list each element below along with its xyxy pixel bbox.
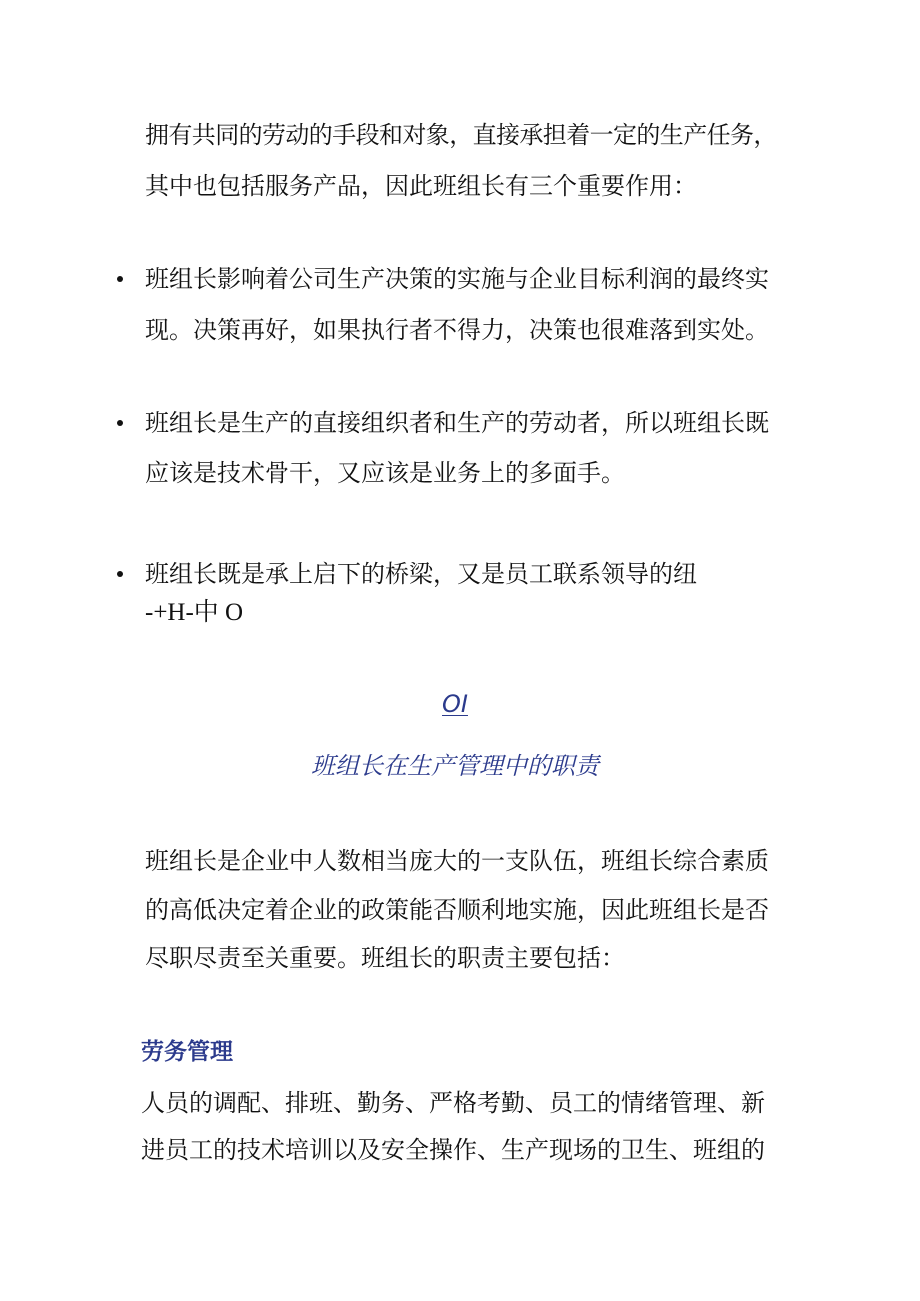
- bullet-1-line-2: 现。决策再好，如果执行者不得力，决策也很难落到实处。: [145, 316, 769, 344]
- bullet-3-line-1: 班组长既是承上启下的桥梁，又是员工联系领导的纽: [145, 560, 697, 588]
- intro-line-2: 其中也包括服务产品，因此班组长有三个重要作用：: [145, 172, 697, 200]
- subsection-line-2: 进员工的技术培训以及安全操作、生产现场的卫生、班组的: [141, 1136, 765, 1164]
- subsection-heading: 劳务管理: [141, 1039, 233, 1065]
- bullet-dot-1: [117, 276, 123, 282]
- bullet-dot-2: [117, 420, 123, 426]
- body-line-2: 的高低决定着企业的政策能否顺利地实施，因此班组长是否: [145, 896, 769, 924]
- intro-line-1: 拥有共同的劳动的手段和对象，直接承担着一定的生产任务，: [145, 121, 777, 149]
- bullet-2-line-2: 应该是技术骨干，又应该是业务上的多面手。: [145, 459, 625, 487]
- section-title[interactable]: 班组长在生产管理中的职责: [311, 752, 599, 780]
- body-line-1: 班组长是企业中人数相当庞大的一支队伍，班组长综合素质: [145, 847, 769, 875]
- subsection-line-1: 人员的调配、排班、勤务、严格考勤、员工的情绪管理、新: [141, 1089, 765, 1117]
- bullet-dot-3: [117, 571, 123, 577]
- bullet-1-line-1: 班组长影响着公司生产决策的实施与企业目标利润的最终实: [145, 265, 769, 293]
- section-number[interactable]: OI: [442, 690, 468, 718]
- bullet-2-line-1: 班组长是生产的直接组织者和生产的劳动者，所以班组长既: [145, 409, 769, 437]
- bullet-3-line-2: -+H-中 O: [145, 599, 244, 626]
- body-line-3: 尽职尽责至关重要。班组长的职责主要包括：: [145, 944, 625, 972]
